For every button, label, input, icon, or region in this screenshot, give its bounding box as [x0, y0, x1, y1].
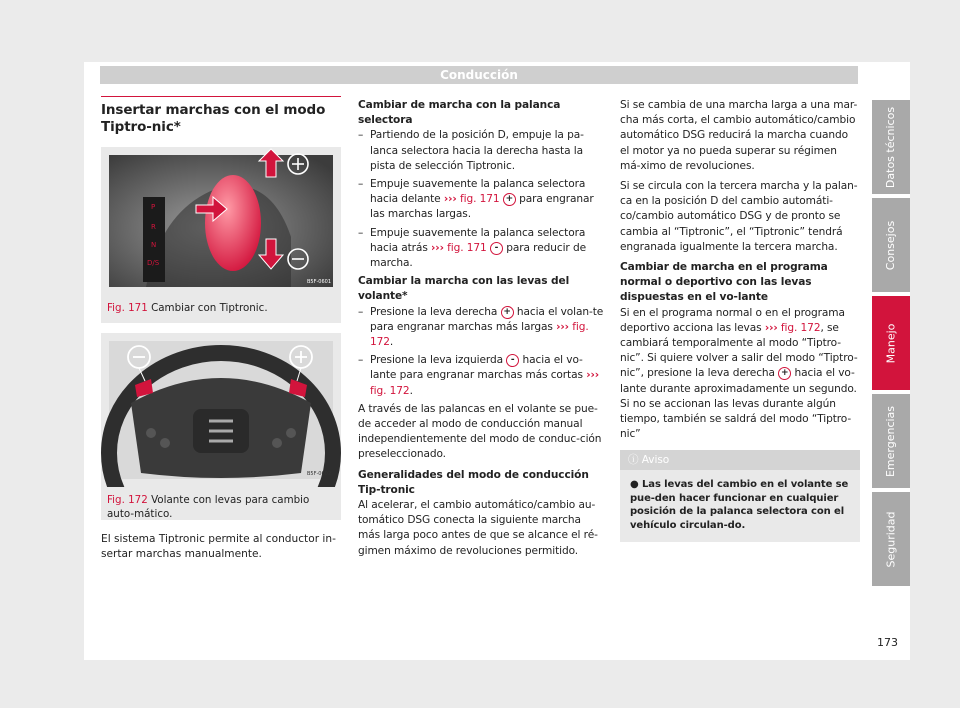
steering-wheel-illustration [101, 333, 341, 487]
tab-label: Manejo [884, 323, 898, 363]
tab-emergencias[interactable] [872, 394, 910, 488]
paragraph: Si se circula con la tercera marcha y la palan-ca en la posición D del cambio automáti-co/cambio automático DSG y de pronto se cambia al “Tiptronic”, el “Tiptronic” tendrá engranada igualmente la tercera marcha. [620, 180, 858, 253]
figure-link[interactable]: fig. 172 [370, 384, 410, 397]
plus-key-icon: + [501, 306, 514, 319]
list-item [358, 226, 604, 272]
figure-172 [101, 333, 341, 520]
minus-key-icon: - [506, 354, 519, 367]
cross-ref-arrows: ››› [431, 241, 444, 254]
cross-ref-arrows: ››› [556, 320, 569, 333]
notice-title: Aviso [641, 454, 670, 467]
column-3 [620, 98, 860, 542]
figure-link[interactable]: fig. 172 [370, 320, 589, 349]
list-item-text: Empuje suavemente la palanca selectora hacia atrás [370, 226, 586, 254]
list-item [358, 177, 604, 223]
section-header: Conducción [100, 66, 858, 84]
paragraph: A través de las palancas en el volante se pue-de acceder al modo de conducción manual independientemente del modo de conduc-ción preseleccionado. [358, 402, 602, 461]
tab-manejo[interactable] [872, 296, 910, 390]
intro-paragraph: El sistema Tiptronic permite al conductor in-sertar marchas manualmente. [101, 533, 336, 561]
figure-link[interactable]: fig. 171 [459, 193, 500, 206]
figure-label: Fig. 171 [107, 302, 148, 314]
tab-label: Seguridad [884, 511, 898, 567]
bullet-icon: ● [630, 479, 639, 491]
page-number: 173 [877, 636, 898, 649]
tab-label: Emergencias [884, 405, 898, 477]
article-title: Insertar marchas con el modo Tiptro-nic* [101, 102, 326, 135]
paragraph: Al acelerar, el cambio automático/cambio au-tomático DSG conecta la siguiente marcha más larga poco antes de que se alcance el ré-gimen máximo de revoluciones permitido. [358, 499, 598, 557]
paragraph-text: hacia el vo-lante durante aproximadamente un segundo. Si no se accionan las levas durante algún tiempo, también se saldrá del modo “Tiptro-nic” [620, 367, 857, 441]
minus-key-icon: - [490, 242, 503, 255]
title-rule [101, 96, 341, 136]
list-item-text: hacia el volan-te para engranar marchas más largas [370, 305, 604, 333]
paragraph-text: Si en el programa normal o en el programa deportivo acciona las levas [620, 306, 845, 334]
subheading: Cambiar de marcha con la palanca selectora [358, 99, 561, 127]
list-item [358, 128, 604, 174]
subheading: Cambiar de marcha en el programa normal o deportivo con las levas dispuestas en el vo-lante [620, 261, 828, 304]
figure-caption-text: Cambiar con Tiptronic. [151, 302, 268, 314]
subheading: Generalidades del modo de conducción Tip-tronic [358, 468, 589, 496]
cross-ref-arrows: ››› [586, 369, 600, 382]
subheading: Cambiar la marcha con las levas del volante* [358, 275, 570, 303]
cross-ref-arrows: ››› [764, 321, 778, 334]
gear-letter-p: P [151, 203, 156, 211]
list-item-text: Presione la leva derecha [370, 305, 498, 318]
tab-label: Consejos [884, 220, 898, 270]
figure-link[interactable]: fig. 171 [447, 241, 487, 254]
tab-label: Datos técnicos [884, 106, 898, 188]
tab-seguridad[interactable] [872, 492, 910, 586]
notice-body [620, 470, 860, 542]
column-2 [358, 98, 604, 564]
figure-171 [101, 147, 341, 323]
list-item-text: Empuje suavemente la palanca selectora hacia delante [370, 178, 586, 206]
list-item-text: para reducir de marcha. [370, 241, 586, 270]
gear-selector-illustration [101, 147, 341, 295]
notice-text: Las levas del cambio en el volante se pue-den hacer funcionar en cualquier posición de la palanca selectora con el vehículo circulan-do. [630, 479, 849, 531]
figure-caption [101, 491, 341, 521]
figure-caption [101, 299, 341, 316]
paragraph-text: , se cambiará temporalmente al modo “Tiptro-nic”. Si quiere volver a salir del modo “Tiptro-nic”, presione la leva derecha [620, 321, 858, 380]
list-item: – Presione la leva derecha + hacia el volan-te para engranar marchas más largas ››› fig. 172. [358, 305, 604, 351]
figure-label: Fig. 172 [107, 494, 148, 506]
notice-box [620, 450, 860, 542]
cross-ref-arrows: ››› [443, 193, 457, 206]
list-item-text: Presione la leva izquierda [370, 354, 503, 367]
paragraph [620, 306, 860, 443]
info-icon: ⓘ [628, 454, 639, 467]
paragraph: Si se cambia de una marcha larga a una mar-cha más corta, el cambio automático/cambio automático DSG reducirá la marcha cuando el motor ya no pueda superar su régimen má-ximo de revoluciones. [620, 99, 858, 172]
list-item: – Presione la leva izquierda - hacia el vo-lante para engranar marchas más cortas ››› fig. 172. [358, 353, 604, 399]
figure-link[interactable]: fig. 172 [780, 321, 821, 334]
tab-consejos[interactable] [872, 198, 910, 292]
list-item-text: hacia el vo-lante para engranar marchas más cortas [370, 354, 583, 382]
gear-letter-ds: D/S [147, 259, 160, 267]
list-item-text: para engranar las marchas largas. [370, 193, 594, 221]
plus-key-icon: + [503, 193, 516, 206]
gear-letter-r: R [151, 223, 156, 231]
plus-key-icon: + [778, 367, 791, 380]
notice-header [620, 450, 860, 470]
list-item-text: Partiendo de la posición D, empuje la pa-lanca selectora hacia la derecha hasta la pista de selección Tiptronic. [370, 129, 584, 172]
figure-caption-text: Volante con levas para cambio auto-mático. [107, 494, 310, 520]
tab-datos-tecnicos[interactable] [872, 100, 910, 194]
gear-letter-n: N [151, 241, 157, 249]
figure-code: B5F-0602 [307, 471, 332, 477]
figure-code: B5F-0601 [307, 279, 332, 285]
column-1 [101, 96, 341, 136]
